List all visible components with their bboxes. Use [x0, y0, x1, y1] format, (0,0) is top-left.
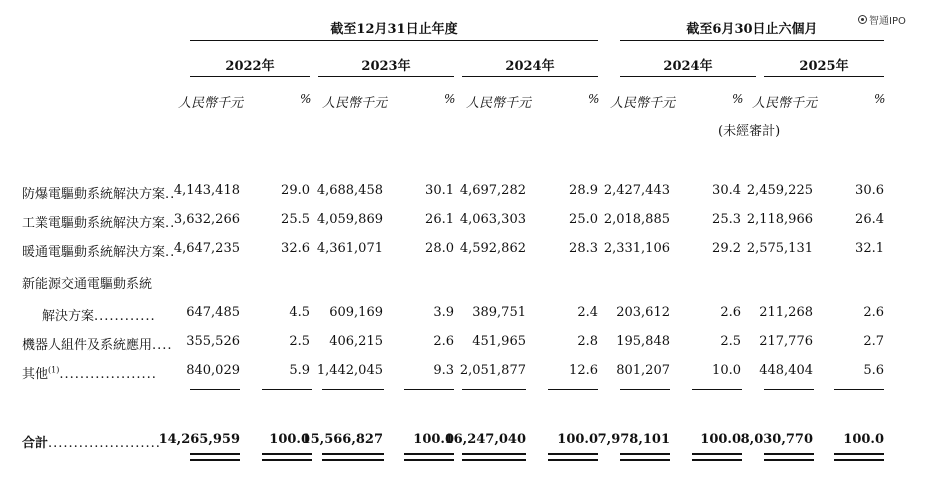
group-header-annual: 截至12月31日止年度: [330, 22, 458, 37]
cell-pct-2024: 2.4: [577, 305, 598, 320]
cell-amount-2024-half: 2,427,443: [603, 183, 670, 198]
total-label-text: 合計: [22, 436, 49, 451]
total-double-rule-2024h-pct: [692, 453, 742, 461]
cell-amount-2022: 3,632,266: [173, 212, 240, 227]
cell-amount-2022: 4,143,418: [173, 183, 240, 198]
row-label-text: 暖通電驅動系統解決方案: [22, 245, 166, 260]
cell-amount-2022: 4,647,235: [173, 241, 240, 256]
group-header-half-rule: [620, 40, 884, 41]
cell-pct-2022: 2.5: [289, 334, 310, 349]
cell-amount-2023: 4,059,869: [316, 212, 383, 227]
total-amount-2023: 15,566,827: [301, 432, 383, 447]
total-pct-2024: 100.0: [557, 432, 598, 447]
cell-pct-2023: 30.1: [425, 183, 454, 198]
row-label-text: 防爆電驅動系統解決方案: [22, 187, 166, 202]
unit-label-2022: 人民幣千元: [178, 96, 244, 111]
cell-amount-2025-half: 211,268: [759, 305, 813, 320]
cell-amount-2024-half: 203,612: [616, 305, 670, 320]
cell-pct-2025-half: 5.6: [863, 363, 884, 378]
percent-label-2024: %: [588, 92, 600, 106]
total-double-rule-2025h-amount: [764, 453, 814, 461]
cell-amount-2024: 451,965: [472, 334, 526, 349]
total-label: [22, 432, 161, 451]
total-double-rule-2024-amount: [462, 453, 526, 461]
row-leader: ..: [165, 216, 176, 231]
cell-amount-2025-half: 2,575,131: [746, 241, 813, 256]
cell-pct-2024-half: 10.0: [712, 363, 741, 378]
total-amount-2024: 16,247,040: [444, 432, 526, 447]
percent-label-2024-half: %: [732, 92, 744, 106]
unaudited-note: (未經審計): [718, 124, 781, 139]
watermark-text: 智通IPO: [869, 16, 906, 27]
percent-label-2023: %: [444, 92, 456, 106]
cell-pct-2022: 29.0: [281, 183, 310, 198]
group-header-half: 截至6月30日止六個月: [686, 22, 818, 37]
row-label-text: 解決方案: [42, 309, 95, 324]
year-rule-2022: [190, 76, 310, 77]
row-leader: ....: [152, 338, 173, 353]
subtotal-rule-2022-amount: [190, 389, 240, 390]
row-label: [22, 183, 175, 202]
cell-amount-2022: 840,029: [186, 363, 240, 378]
row-label: [22, 212, 175, 231]
year-header-2025-half: 2025年: [799, 59, 849, 74]
year-rule-2024-half: [620, 76, 756, 77]
cell-amount-2023: 1,442,045: [316, 363, 383, 378]
cell-pct-2024: 12.6: [569, 363, 598, 378]
cell-amount-2025-half: 448,404: [759, 363, 813, 378]
year-header-2024: 2024年: [505, 59, 555, 74]
unit-label-2024: 人民幣千元: [466, 96, 532, 111]
total-pct-2022: 100.0: [269, 432, 310, 447]
cell-pct-2022: 32.6: [281, 241, 310, 256]
row-leader: ...................: [59, 367, 157, 382]
cell-amount-2024-half: 195,848: [616, 334, 670, 349]
row-label: [22, 334, 173, 353]
cell-amount-2023: 609,169: [329, 305, 383, 320]
cell-amount-2024-half: 801,207: [616, 363, 670, 378]
row-label-text: 機器人組件及系統應用: [22, 338, 153, 353]
total-double-rule-2024-pct: [548, 453, 598, 461]
unit-label-2024-half: 人民幣千元: [610, 96, 676, 111]
cell-pct-2024-half: 2.6: [720, 305, 741, 320]
row-leader: ..: [165, 187, 176, 202]
row-label-text: 新能源交通電驅動系統: [22, 277, 153, 292]
cell-pct-2023: 28.0: [425, 241, 454, 256]
cell-pct-2023: 9.3: [433, 363, 454, 378]
subtotal-rule-2023-pct: [404, 389, 454, 390]
total-double-rule-2022-pct: [262, 453, 312, 461]
subtotal-rule-2024-amount: [462, 389, 526, 390]
cell-pct-2025-half: 30.6: [855, 183, 884, 198]
cell-pct-2025-half: 26.4: [855, 212, 884, 227]
row-label: [22, 273, 152, 292]
total-amount-2022: 14,265,959: [158, 432, 240, 447]
row-leader: ............: [94, 309, 156, 324]
total-pct-2025-half: 100.0: [843, 432, 884, 447]
cell-amount-2022: 647,485: [186, 305, 240, 320]
cell-pct-2023: 26.1: [425, 212, 454, 227]
percent-label-2025-half: %: [874, 92, 886, 106]
cell-pct-2022: 25.5: [281, 212, 310, 227]
subtotal-rule-2025h-amount: [764, 389, 814, 390]
total-amount-2024-half: 7,978,101: [597, 432, 670, 447]
subtotal-rule-2024-pct: [548, 389, 598, 390]
unit-label-2023: 人民幣千元: [322, 96, 388, 111]
percent-label-2022: %: [300, 92, 312, 106]
unit-label-2025-half: 人民幣千元: [752, 96, 818, 111]
subtotal-rule-2025h-pct: [834, 389, 884, 390]
cell-amount-2024: 2,051,877: [459, 363, 526, 378]
total-amount-2025-half: 8,030,770: [740, 432, 813, 447]
subtotal-rule-2023-amount: [322, 389, 384, 390]
cell-amount-2024-half: 2,331,106: [603, 241, 670, 256]
total-double-rule-2025h-pct: [834, 453, 884, 461]
year-rule-2025-half: [764, 76, 884, 77]
total-pct-2024-half: 100.0: [700, 432, 741, 447]
cell-pct-2025-half: 2.6: [863, 305, 884, 320]
subtotal-rule-2022-pct: [262, 389, 312, 390]
row-label: [22, 241, 175, 260]
cell-pct-2022: 5.9: [289, 363, 310, 378]
row-label: [22, 363, 157, 382]
group-header-annual-rule: [190, 40, 598, 41]
year-rule-2023: [318, 76, 454, 77]
cell-amount-2024: 389,751: [472, 305, 526, 320]
total-double-rule-2024h-amount: [620, 453, 670, 461]
cell-pct-2024: 28.9: [569, 183, 598, 198]
subtotal-rule-2024h-amount: [620, 389, 670, 390]
cell-pct-2024-half: 29.2: [712, 241, 741, 256]
year-rule-2024: [462, 76, 598, 77]
total-pct-2023: 100.0: [413, 432, 454, 447]
row-leader: ..: [165, 245, 176, 260]
cell-amount-2023: 4,361,071: [316, 241, 383, 256]
total-double-rule-2022-amount: [190, 453, 240, 461]
year-header-2022: 2022年: [225, 59, 275, 74]
row-label: [42, 305, 156, 324]
cell-amount-2025-half: 2,459,225: [746, 183, 813, 198]
cell-pct-2022: 4.5: [289, 305, 310, 320]
cell-pct-2024-half: 30.4: [712, 183, 741, 198]
cell-pct-2024: 2.8: [577, 334, 598, 349]
cell-pct-2023: 3.9: [433, 305, 454, 320]
year-header-2024-half: 2024年: [663, 59, 713, 74]
total-double-rule-2023-amount: [322, 453, 384, 461]
subtotal-rule-2024h-pct: [692, 389, 742, 390]
total-leader: ......................: [48, 436, 161, 451]
year-header-2023: 2023年: [361, 59, 411, 74]
cell-amount-2022: 355,526: [186, 334, 240, 349]
footnote-marker: (1): [48, 365, 60, 375]
cell-pct-2024: 25.0: [569, 212, 598, 227]
cell-pct-2025-half: 2.7: [863, 334, 884, 349]
cell-pct-2024-half: 25.3: [712, 212, 741, 227]
cell-amount-2024-half: 2,018,885: [603, 212, 670, 227]
row-label-text: 工業電驅動系統解決方案: [22, 216, 166, 231]
cell-amount-2024: 4,697,282: [459, 183, 526, 198]
cell-amount-2023: 4,688,458: [316, 183, 383, 198]
cell-pct-2024-half: 2.5: [720, 334, 741, 349]
total-double-rule-2023-pct: [404, 453, 454, 461]
cell-amount-2025-half: 2,118,966: [746, 212, 813, 227]
cell-amount-2025-half: 217,776: [759, 334, 813, 349]
row-label-text: 其他: [22, 367, 49, 382]
cell-pct-2025-half: 32.1: [855, 241, 884, 256]
cell-amount-2024: 4,592,862: [459, 241, 526, 256]
cell-pct-2024: 28.3: [569, 241, 598, 256]
cell-pct-2023: 2.6: [433, 334, 454, 349]
cell-amount-2024: 4,063,303: [459, 212, 526, 227]
cell-amount-2023: 406,215: [329, 334, 383, 349]
